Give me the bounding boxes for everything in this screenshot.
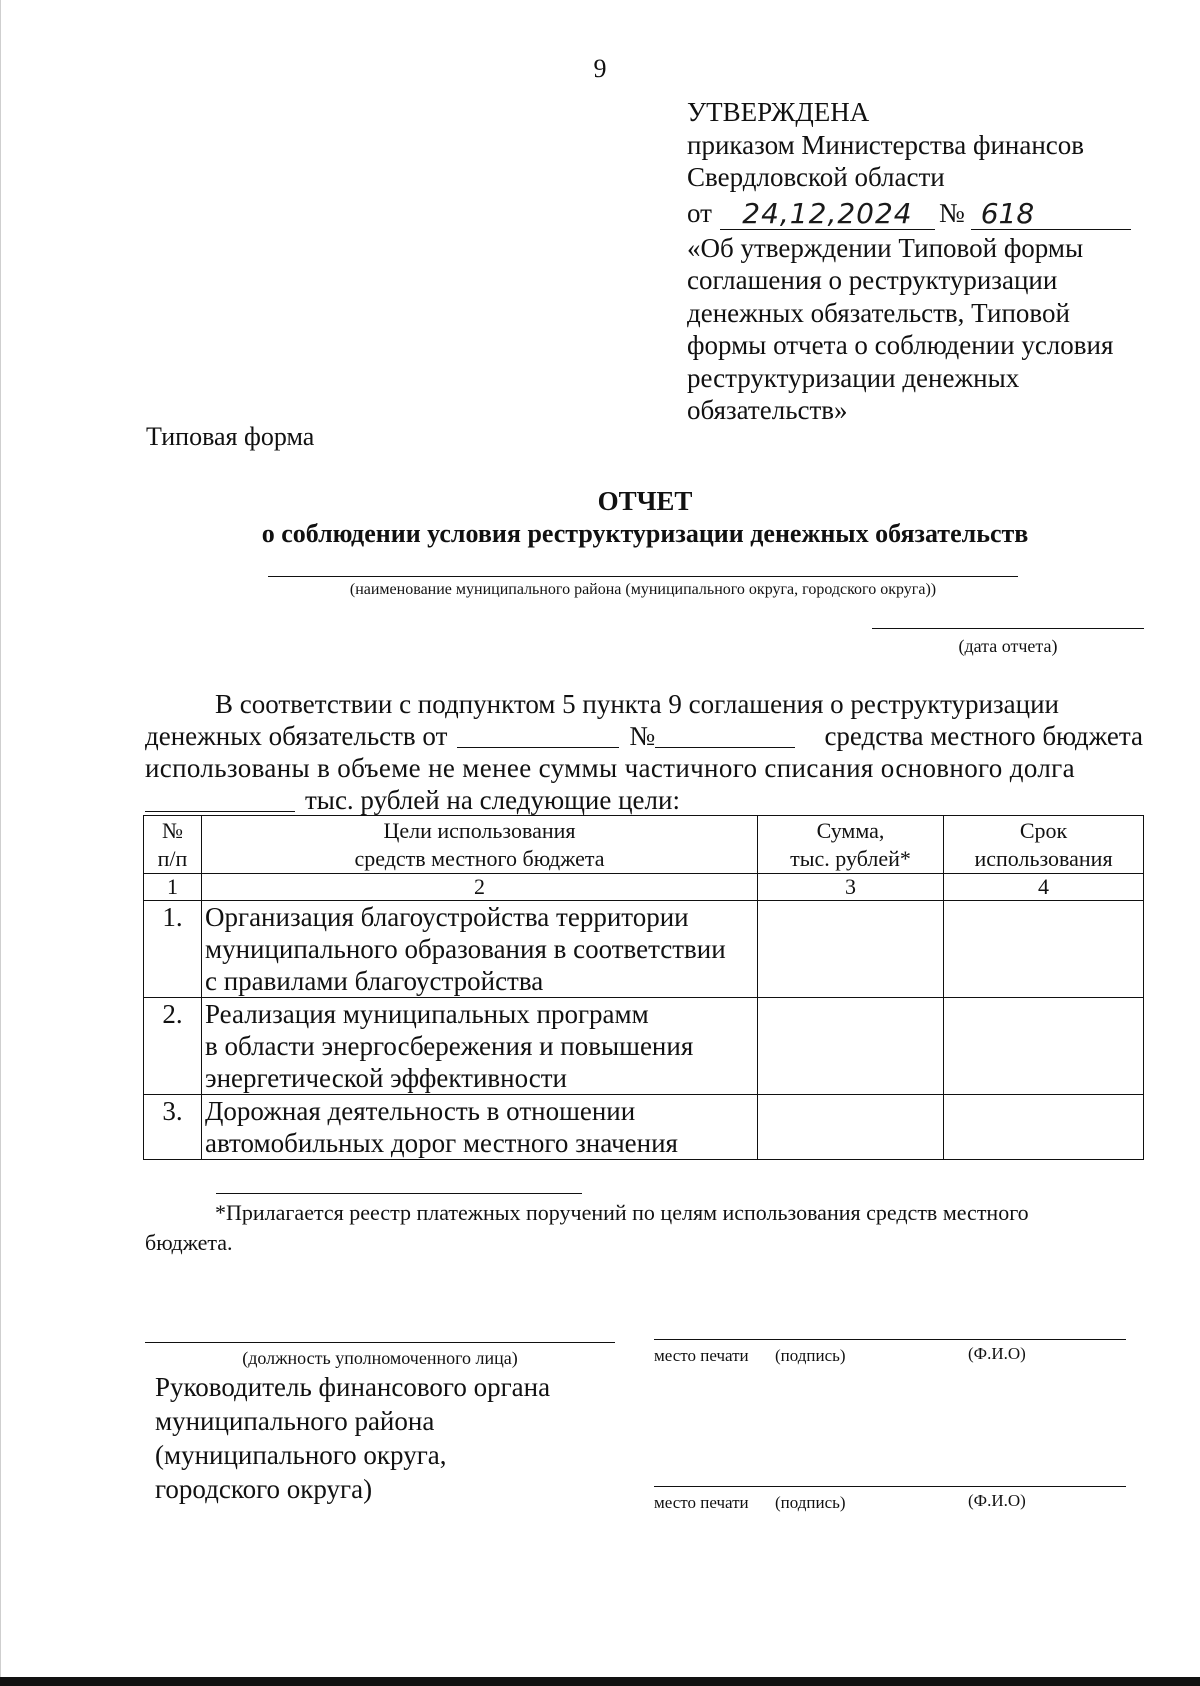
quote-line: «Об утверждении Типовой формы	[687, 232, 1084, 263]
index-cell: 1	[144, 874, 202, 901]
header-text: Цели использования	[383, 817, 576, 843]
header-text: использования	[974, 845, 1113, 871]
paragraph-line	[145, 720, 1143, 752]
signature-blank-line-1[interactable]	[654, 1339, 1126, 1340]
header-text: тыс. рублей*	[790, 845, 911, 871]
goal-line: с правилами благоустройства	[205, 966, 544, 996]
index-cell: 4	[944, 874, 1144, 901]
fio-label: (Ф.И.О)	[968, 1491, 1026, 1510]
quote-line: денежных обязательств, Типовой	[687, 297, 1070, 328]
signature-blank-line-2[interactable]	[654, 1486, 1126, 1487]
paragraph-text: средства местного бюджета	[824, 721, 1143, 751]
goal-line: Реализация муниципальных программ	[205, 999, 649, 1029]
report-date-caption: (дата отчета)	[958, 636, 1058, 656]
head-title-line: (муниципального округа,	[155, 1440, 447, 1470]
approval-quote	[687, 232, 1157, 427]
quote-line: обязательств»	[687, 395, 848, 425]
row-term-cell[interactable]	[944, 998, 1144, 1095]
head-title-line: муниципального района	[155, 1406, 435, 1436]
table-row	[144, 998, 1144, 1095]
row-term-cell[interactable]	[944, 1095, 1144, 1160]
report-date-blank-line[interactable]	[872, 628, 1144, 629]
header-cell-sum	[758, 816, 944, 874]
row-goal	[202, 998, 758, 1095]
footnote-divider	[216, 1193, 582, 1194]
stamp-label: место печати	[654, 1493, 749, 1512]
goal-line: в области энергосбережения и повышения	[205, 1031, 694, 1061]
fio-label: (Ф.И.О)	[968, 1344, 1026, 1363]
index-cell: 2	[202, 874, 758, 901]
municipality-blank-line[interactable]	[268, 576, 1018, 577]
table-index-row	[144, 874, 1144, 901]
scan-bottom-border	[0, 1677, 1200, 1686]
table-header-row	[144, 816, 1144, 874]
approval-number-handwritten: 618	[971, 199, 1131, 230]
header-cell-goals	[202, 816, 758, 874]
goal-line: Дорожная деятельность в отношении	[205, 1096, 636, 1126]
scan-edge	[0, 0, 1, 1677]
head-title-line: городского округа)	[155, 1474, 373, 1504]
paragraph-text: денежных обязательств от	[145, 721, 448, 751]
agreement-date-blank[interactable]	[457, 723, 619, 748]
header-cell-number	[144, 816, 202, 874]
agreement-number-blank[interactable]	[655, 723, 795, 748]
header-text: п/п	[157, 845, 188, 871]
intro-paragraph	[145, 688, 1143, 816]
row-goal	[202, 901, 758, 998]
goal-line: энергетической эффективности	[205, 1063, 567, 1093]
approval-date-line	[687, 194, 1157, 230]
goals-table	[143, 815, 1144, 1160]
row-sum-cell[interactable]	[758, 1095, 944, 1160]
row-number: 2.	[144, 998, 202, 1095]
approval-line-2: Свердловской области	[687, 162, 945, 192]
approval-block	[687, 96, 1157, 427]
table-row	[144, 1095, 1144, 1160]
row-sum-cell[interactable]	[758, 998, 944, 1095]
header-text: средств местного бюджета	[354, 845, 605, 871]
row-number: 1.	[144, 901, 202, 998]
position-blank-line[interactable]	[145, 1342, 615, 1343]
paragraph-line	[145, 688, 1143, 720]
paragraph-text: В соответствии с подпунктом 5 пункта 9 соглашения о реструктуризации	[215, 689, 1059, 719]
footnote-line	[145, 1198, 1143, 1228]
quote-line: соглашения о реструктуризации	[687, 265, 1058, 295]
form-label: Типовая форма	[146, 422, 315, 451]
row-goal	[202, 1095, 758, 1160]
approval-heading: УТВЕРЖДЕНА	[687, 97, 870, 127]
index-cell: 3	[758, 874, 944, 901]
approval-date-handwritten: 24,12,2024	[720, 199, 935, 230]
quote-line: реструктуризации денежных	[687, 362, 1020, 393]
paragraph-line	[145, 784, 1143, 816]
position-caption: (должность уполномоченного лица)	[242, 1348, 518, 1368]
municipality-caption: (наименование муниципального района (муниципального округа, городского округа))	[349, 581, 937, 598]
paragraph-text: тыс. рублей на следующие цели:	[305, 785, 680, 815]
number-label: №	[938, 198, 965, 228]
row-term-cell[interactable]	[944, 901, 1144, 998]
signature-label: (подпись)	[775, 1493, 846, 1512]
table-row	[144, 901, 1144, 998]
goal-line: муниципального образования в соответствии	[205, 934, 726, 964]
header-text: Срок	[1019, 817, 1068, 843]
from-label: от	[687, 198, 712, 228]
signature-label: (подпись)	[775, 1346, 846, 1365]
head-title	[155, 1370, 550, 1506]
footnote	[145, 1198, 1143, 1258]
footnote-line: бюджета.	[145, 1230, 233, 1255]
footnote-text: *Прилагается реестр платежных поручений по целям использования средств местного	[215, 1200, 1029, 1225]
number-label: №	[629, 721, 656, 751]
report-title: ОТЧЕТ	[597, 486, 693, 516]
head-title-line: Руководитель финансового органа	[155, 1372, 551, 1402]
page-number: 9	[593, 54, 607, 83]
stamp-label: место печати	[654, 1346, 749, 1365]
report-subtitle: о соблюдении условия реструктуризации денежных обязательств	[261, 519, 1029, 548]
row-number: 3.	[144, 1095, 202, 1160]
row-sum-cell[interactable]	[758, 901, 944, 998]
header-text: Сумма,	[816, 817, 885, 843]
goal-line: Организация благоустройства территории	[205, 902, 689, 932]
quote-line: формы отчета о соблюдении условия	[687, 330, 1114, 360]
header-text: №	[162, 817, 183, 843]
header-cell-term	[944, 816, 1144, 874]
paragraph-line: использованы в объеме не менее суммы частичного списания основного долга	[145, 753, 1075, 783]
goal-line: автомобильных дорог местного значения	[205, 1128, 678, 1158]
approval-line-1: приказом Министерства финансов	[687, 129, 1085, 160]
writeoff-amount-blank[interactable]	[145, 787, 295, 812]
